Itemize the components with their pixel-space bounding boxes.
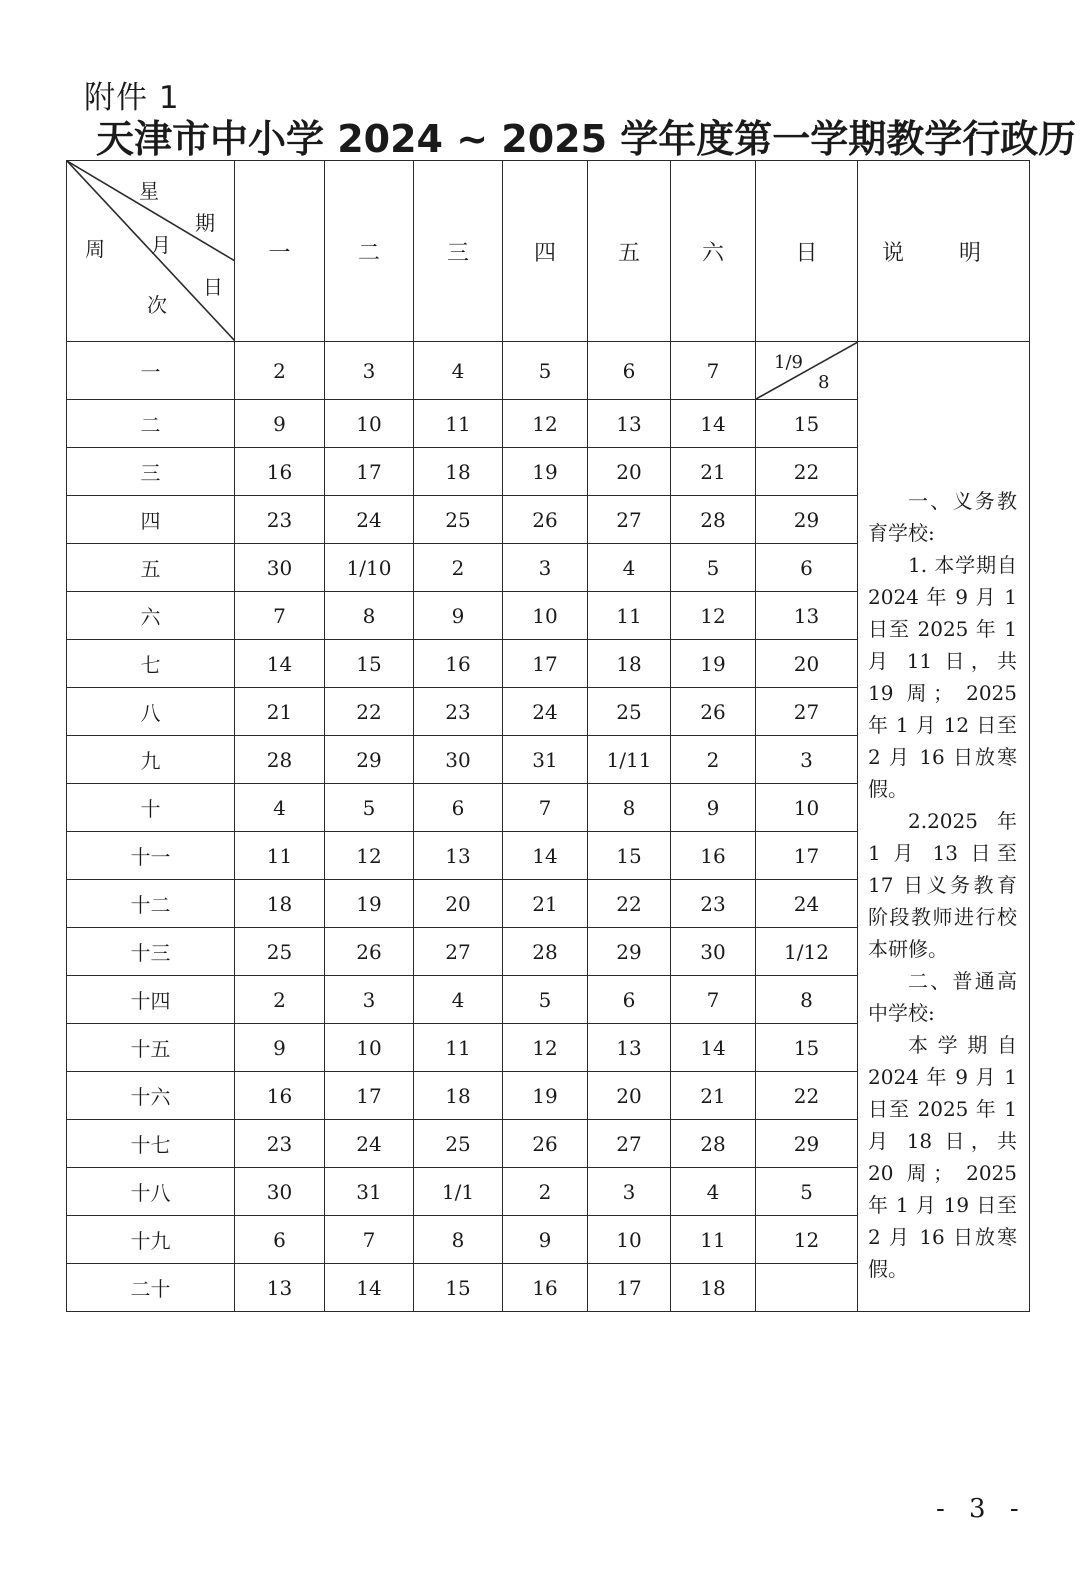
day-cell: 23	[671, 880, 756, 928]
day-cell: 17	[588, 1264, 671, 1312]
day-cell: 15	[414, 1264, 503, 1312]
day-cell: 25	[588, 688, 671, 736]
weekday-header: 三	[414, 161, 503, 342]
day-cell: 1/1	[414, 1168, 503, 1216]
calendar-table	[66, 160, 1030, 1312]
week-number: 一	[67, 342, 235, 400]
day-cell: 2	[414, 544, 503, 592]
day-cell: 16	[235, 1072, 325, 1120]
day-cell: 24	[756, 880, 858, 928]
day-cell: 7	[235, 592, 325, 640]
day-cell: 20	[588, 448, 671, 496]
notes-cell	[858, 342, 1030, 1312]
day-cell: 7	[503, 784, 588, 832]
notes-header-label: 说 明	[882, 240, 1005, 266]
day-cell: 4	[414, 976, 503, 1024]
week-number: 三	[67, 448, 235, 496]
day-cell: 10	[325, 1024, 414, 1072]
day-cell: 3	[756, 736, 858, 784]
day-cell: 13	[588, 400, 671, 448]
week-number: 八	[67, 688, 235, 736]
split-diagonal-line	[756, 342, 858, 399]
day-cell: 12	[671, 592, 756, 640]
day-cell: 2	[503, 1168, 588, 1216]
day-cell: 11	[235, 832, 325, 880]
day-cell: 14	[235, 640, 325, 688]
day-cell: 26	[503, 496, 588, 544]
day-cell: 14	[671, 400, 756, 448]
notes-header	[858, 161, 1030, 342]
day-cell: 9	[235, 400, 325, 448]
day-cell: 30	[235, 1168, 325, 1216]
day-cell: 20	[588, 1072, 671, 1120]
day-cell: 18	[588, 640, 671, 688]
day-cell: 25	[414, 1120, 503, 1168]
day-cell: 1/10	[325, 544, 414, 592]
day-cell: 9	[503, 1216, 588, 1264]
week-number: 十九	[67, 1216, 235, 1264]
day-cell: 5	[325, 784, 414, 832]
corner-label-ri: 日	[203, 275, 223, 299]
corner-label-zhou: 周	[85, 237, 105, 261]
day-cell: 12	[325, 832, 414, 880]
day-cell: 16	[671, 832, 756, 880]
day-cell: 31	[325, 1168, 414, 1216]
day-cell: 21	[503, 880, 588, 928]
day-cell: 15	[756, 1024, 858, 1072]
day-cell: 20	[756, 640, 858, 688]
day-cell: 15	[756, 400, 858, 448]
day-cell: 14	[325, 1264, 414, 1312]
day-cell: 13	[235, 1264, 325, 1312]
day-cell: 27	[756, 688, 858, 736]
day-cell: 22	[756, 448, 858, 496]
day-cell: 29	[588, 928, 671, 976]
day-label: 8	[818, 372, 830, 393]
week-row	[67, 342, 1030, 400]
day-cell: 5	[503, 976, 588, 1024]
day-cell: 24	[325, 496, 414, 544]
day-cell: 11	[588, 592, 671, 640]
day-cell: 26	[503, 1120, 588, 1168]
corner-label-qi: 期	[195, 211, 215, 235]
note-paragraph: 2.2025 年 1 月 13 日至 17 日义务教育阶段教师进行校本研修。	[868, 808, 1017, 961]
day-cell	[756, 1264, 858, 1312]
day-cell: 21	[235, 688, 325, 736]
week-number: 四	[67, 496, 235, 544]
week-number: 十八	[67, 1168, 235, 1216]
day-cell: 12	[756, 1216, 858, 1264]
day-cell: 10	[756, 784, 858, 832]
weekday-header: 一	[235, 161, 325, 342]
week-number: 五	[67, 544, 235, 592]
day-cell: 14	[503, 832, 588, 880]
day-cell: 26	[325, 928, 414, 976]
day-cell: 28	[671, 496, 756, 544]
day-cell: 11	[414, 400, 503, 448]
day-cell: 12	[503, 400, 588, 448]
page-number: - 3 -	[936, 1494, 1027, 1524]
day-cell: 18	[671, 1264, 756, 1312]
notes-content	[858, 369, 1029, 1285]
day-cell: 29	[756, 1120, 858, 1168]
day-cell: 7	[671, 342, 756, 400]
week-number: 十	[67, 784, 235, 832]
day-cell: 23	[235, 1120, 325, 1168]
day-cell: 17	[325, 448, 414, 496]
day-cell: 11	[671, 1216, 756, 1264]
corner-label-yue: 月	[151, 233, 171, 257]
day-cell: 10	[503, 592, 588, 640]
day-cell: 13	[414, 832, 503, 880]
month-start-label: 1/9	[774, 352, 803, 373]
day-cell: 8	[414, 1216, 503, 1264]
day-cell: 21	[671, 1072, 756, 1120]
day-cell: 2	[235, 976, 325, 1024]
corner-header-cell	[67, 161, 235, 342]
day-cell: 19	[325, 880, 414, 928]
day-cell: 4	[414, 342, 503, 400]
week-number: 十四	[67, 976, 235, 1024]
day-cell: 23	[235, 496, 325, 544]
day-cell: 18	[235, 880, 325, 928]
note-paragraph: 本学期自 2024 年 9 月 1 日至 2025 年 1 月 18 日，共 20 周； 2025 年 1 月 19 日至 2 月 16 日放寒假。	[868, 1032, 1017, 1281]
day-cell: 12	[503, 1024, 588, 1072]
note-paragraph: 二、普通高中学校:	[868, 968, 1017, 1025]
day-cell: 30	[235, 544, 325, 592]
day-cell: 10	[588, 1216, 671, 1264]
day-cell: 30	[414, 736, 503, 784]
week-number: 七	[67, 640, 235, 688]
day-cell: 3	[503, 544, 588, 592]
day-cell: 9	[414, 592, 503, 640]
corner-label-ci: 次	[147, 293, 167, 317]
day-cell: 3	[325, 342, 414, 400]
day-cell: 13	[756, 592, 858, 640]
day-cell: 18	[414, 1072, 503, 1120]
day-cell: 4	[235, 784, 325, 832]
day-cell: 5	[503, 342, 588, 400]
day-cell: 29	[325, 736, 414, 784]
day-cell: 10	[325, 400, 414, 448]
weekday-header: 四	[503, 161, 588, 342]
day-cell: 6	[588, 976, 671, 1024]
weekday-header: 六	[671, 161, 756, 342]
day-cell: 17	[503, 640, 588, 688]
week-number: 六	[67, 592, 235, 640]
day-cell: 19	[503, 1072, 588, 1120]
note-paragraph: 1. 本学期自 2024 年 9 月 1 日至 2025 年 1 月 11 日，共 19 周； 2025 年 1 月 12 日至 2 月 16 日放寒假。	[868, 552, 1017, 801]
day-cell: 27	[588, 496, 671, 544]
corner-label-xing: 星	[139, 179, 159, 203]
day-cell: 7	[325, 1216, 414, 1264]
week-number: 十七	[67, 1120, 235, 1168]
day-cell: 6	[235, 1216, 325, 1264]
week-number: 二十	[67, 1264, 235, 1312]
day-cell: 30	[671, 928, 756, 976]
day-cell: 31	[503, 736, 588, 784]
day-cell: 25	[414, 496, 503, 544]
day-cell: 22	[325, 688, 414, 736]
day-cell: 17	[756, 832, 858, 880]
day-cell: 3	[588, 1168, 671, 1216]
split-day-cell	[756, 342, 858, 400]
day-cell: 1/11	[588, 736, 671, 784]
day-cell: 6	[756, 544, 858, 592]
day-cell: 20	[414, 880, 503, 928]
day-cell: 5	[671, 544, 756, 592]
week-number: 十三	[67, 928, 235, 976]
week-number: 十一	[67, 832, 235, 880]
day-cell: 13	[588, 1024, 671, 1072]
day-cell: 2	[671, 736, 756, 784]
weekday-header: 二	[325, 161, 414, 342]
day-cell: 24	[325, 1120, 414, 1168]
day-cell: 25	[235, 928, 325, 976]
week-number: 十六	[67, 1072, 235, 1120]
day-cell: 22	[756, 1072, 858, 1120]
day-cell: 8	[588, 784, 671, 832]
week-number: 二	[67, 400, 235, 448]
day-cell: 29	[756, 496, 858, 544]
day-cell: 9	[235, 1024, 325, 1072]
day-cell: 6	[588, 342, 671, 400]
day-cell: 7	[671, 976, 756, 1024]
day-cell: 19	[671, 640, 756, 688]
note-paragraph: 一、义务教育学校:	[868, 488, 1017, 545]
day-cell: 14	[671, 1024, 756, 1072]
day-cell: 28	[235, 736, 325, 784]
day-cell: 2	[235, 342, 325, 400]
day-cell: 23	[414, 688, 503, 736]
day-cell: 11	[414, 1024, 503, 1072]
weekday-header: 五	[588, 161, 671, 342]
day-cell: 8	[756, 976, 858, 1024]
day-cell: 22	[588, 880, 671, 928]
week-number: 十二	[67, 880, 235, 928]
header-row	[67, 161, 1030, 342]
day-cell: 6	[414, 784, 503, 832]
day-cell: 4	[671, 1168, 756, 1216]
day-cell: 8	[325, 592, 414, 640]
day-cell: 26	[671, 688, 756, 736]
day-cell: 5	[756, 1168, 858, 1216]
day-cell: 28	[503, 928, 588, 976]
day-cell: 28	[671, 1120, 756, 1168]
weekday-header: 日	[756, 161, 858, 342]
day-cell: 3	[325, 976, 414, 1024]
day-cell: 24	[503, 688, 588, 736]
attachment-label: 附件 1	[84, 80, 180, 116]
day-cell: 15	[588, 832, 671, 880]
day-cell: 1/12	[756, 928, 858, 976]
week-number: 十五	[67, 1024, 235, 1072]
day-cell: 4	[588, 544, 671, 592]
day-cell: 19	[503, 448, 588, 496]
day-cell: 16	[414, 640, 503, 688]
day-cell: 16	[503, 1264, 588, 1312]
day-cell: 15	[325, 640, 414, 688]
document-title: 天津市中小学 2024 ~ 2025 学年度第一学期教学行政历	[96, 117, 1077, 161]
day-cell: 18	[414, 448, 503, 496]
week-number: 九	[67, 736, 235, 784]
day-cell: 27	[414, 928, 503, 976]
day-cell: 27	[588, 1120, 671, 1168]
day-cell: 9	[671, 784, 756, 832]
day-cell: 17	[325, 1072, 414, 1120]
day-cell: 16	[235, 448, 325, 496]
day-cell: 21	[671, 448, 756, 496]
